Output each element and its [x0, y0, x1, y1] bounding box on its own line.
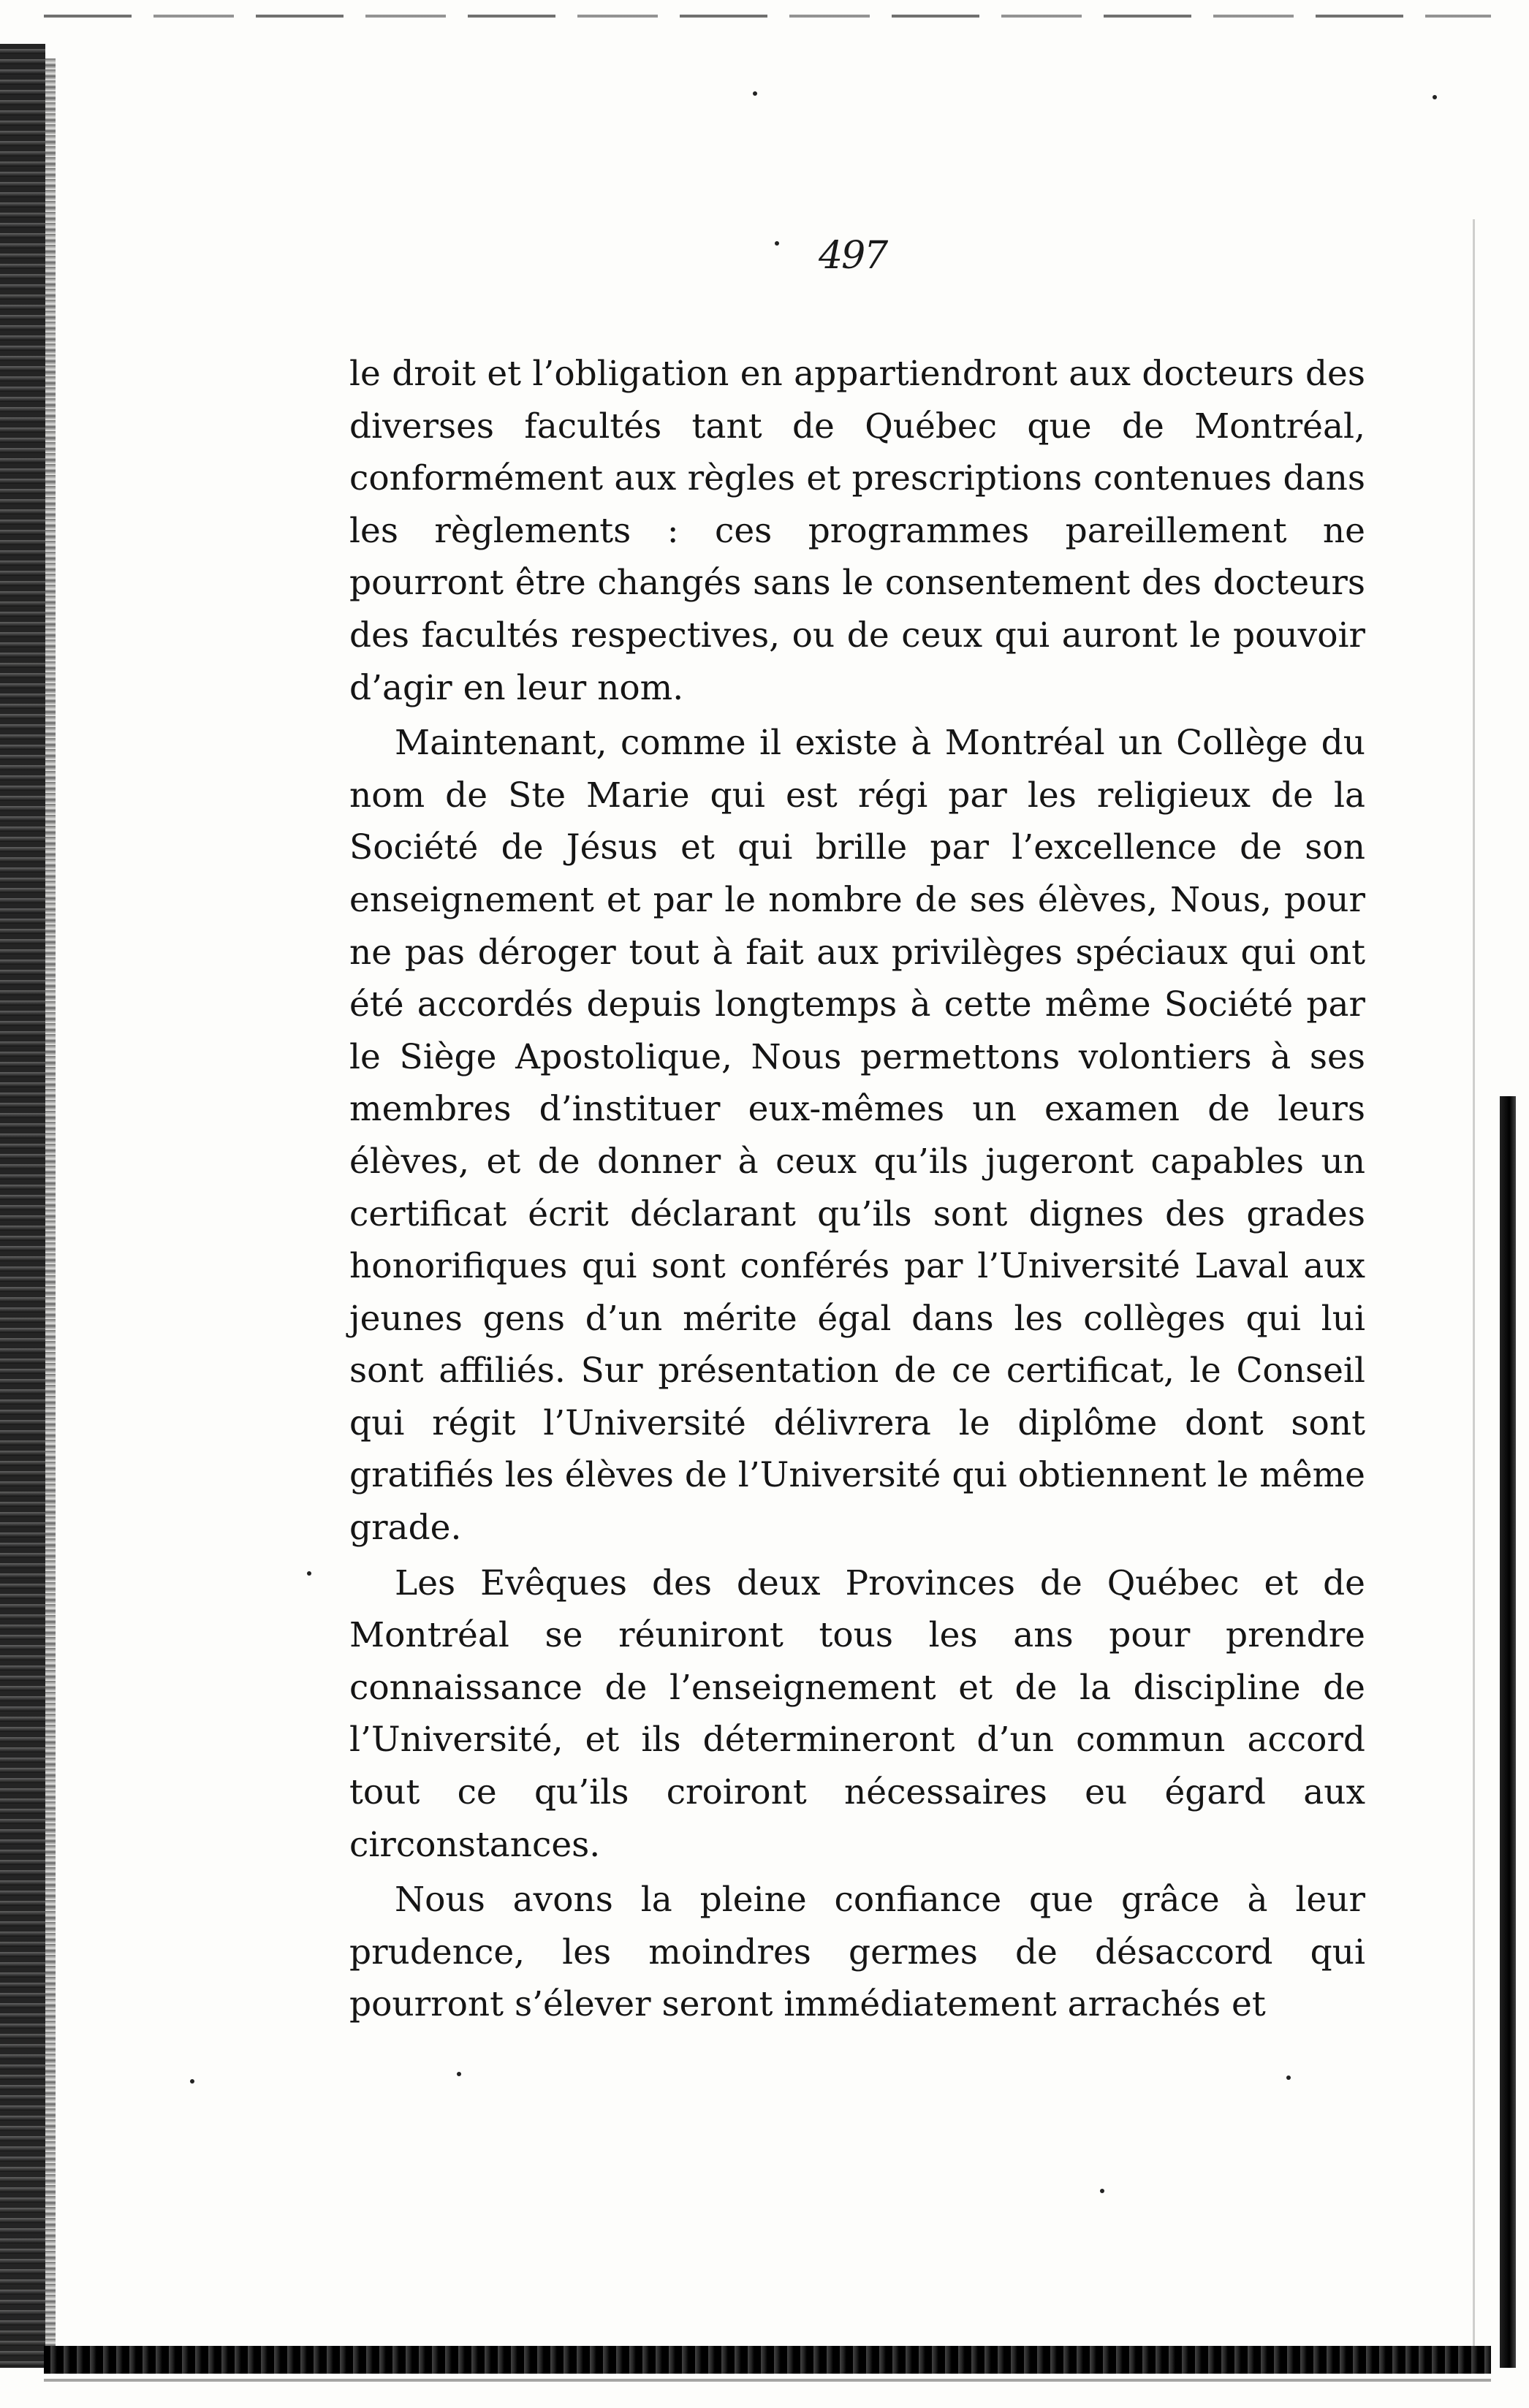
scan-left-shadow: [45, 58, 56, 2360]
ink-speck: [1100, 2189, 1104, 2193]
ink-speck: [190, 2079, 194, 2084]
paragraph-2: Maintenant, comme il existe à Montréal un Collège du nom de Ste Marie qui est régi par les religieux de la Société de Jésus et qui brille par l’excellence de son enseignement et par le nombre de ses élèves, Nous, pour ne pas déroger tout à fait aux privilèges spéciaux qui ont été accordés depuis longtemps à cette même Société par le Siège Apostolique, Nous permettons volontiers à ses membres d’instituer eux-mêmes un examen de leurs élèves, et de donner à ceux qu’ils jugeront capables un certificat écrit déclarant qu’ils sont dignes des grades honorifiques qui sont conférés par l’Université Laval aux jeunes gens d’un mérite égal dans les collèges qui lui sont affiliés. Sur présentation de ce certificat, le Conseil qui régit l’Université délivrera le diplôme dont sont gratifiés les élèves de l’Université qui obtiennent le même grade.: [349, 723, 1365, 1549]
scan-right-fold: [1473, 219, 1475, 2368]
ink-speck: [307, 1571, 311, 1576]
ink-speck: [775, 241, 779, 246]
paragraph-1: le droit et l’obligation en appartiendront aux docteurs des diverses facultés tant de Québec que de Montréal, conformément aux règles et prescriptions contenues dans les règlements : ces programmes pareillement ne pourront être changés sans le consentement des docteurs des facultés respectives, ou de ceux qui auront le pouvoir d’agir en leur nom.: [349, 354, 1365, 708]
body-text: [349, 348, 1365, 2031]
ink-speck: [1433, 95, 1437, 99]
page-number: 497: [819, 234, 887, 278]
ink-speck: [753, 91, 757, 96]
ink-speck: [1286, 2075, 1291, 2080]
paragraph-3: Les Evêques des deux Provinces de Québec et de Montréal se réuniront tous les ans pour prendre connaissance de l’enseignement et de la discipline de l’Université, et ils détermineront d’un commun accord tout ce qu’ils croiront nécessaires eu égard aux circonstances.: [349, 1562, 1365, 1865]
ink-speck: [457, 2072, 461, 2076]
scan-right-edge: [1500, 1096, 1516, 2368]
paragraph-4: Nous avons la pleine confiance que grâce à leur prudence, les moindres germes de désaccord qui pourront s’élever seront immédiatement arrachés et: [349, 1880, 1365, 2025]
scan-bottom-line: [44, 2379, 1491, 2382]
scan-bottom-edge: [44, 2346, 1491, 2374]
scan-left-edge: [0, 44, 45, 2368]
scan-top-edge: [44, 15, 1491, 18]
